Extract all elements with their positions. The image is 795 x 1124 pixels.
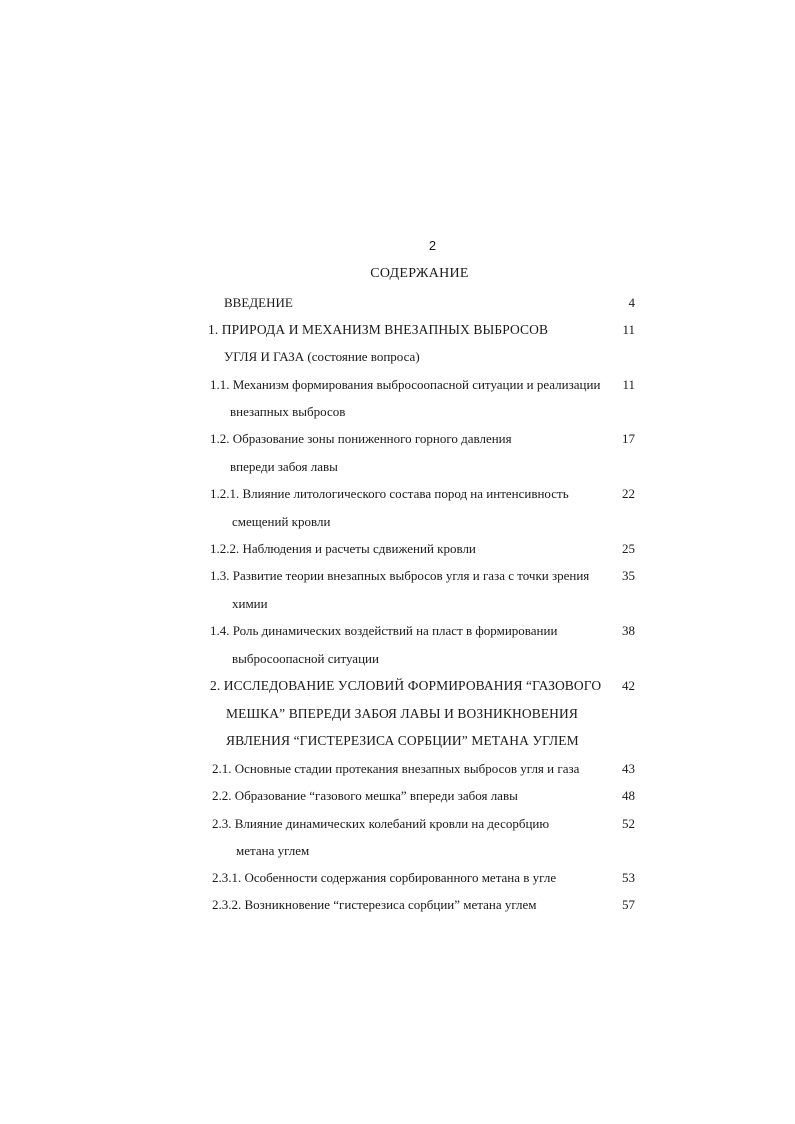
- toc-entry-line: внезапных выбросов: [230, 404, 346, 419]
- toc-entry-line: 2.3. Влияние динамических колебаний кровли на десорбцию: [212, 816, 550, 831]
- toc-entry-line: УГЛЯ И ГАЗА (состояние вопроса): [224, 349, 420, 364]
- toc-entry-page: 38: [622, 623, 635, 638]
- toc-entry-line: метана углем: [236, 843, 310, 858]
- toc-entry-line: смещений кровли: [232, 514, 331, 529]
- toc-entry-page: 52: [622, 816, 635, 831]
- toc-entry-line: 1.4. Роль динамических воздействий на пласт в формировании: [210, 623, 558, 638]
- toc-entry-line: 2.3.2. Возникновение “гистерезиса сорбции” метана углем: [212, 897, 537, 912]
- toc-entry-page: 53: [622, 870, 635, 885]
- toc-title: СОДЕРЖАНИЕ: [370, 266, 469, 281]
- toc-entry-line: 1.3. Развитие теории внезапных выбросов угля и газа с точки зрения: [210, 568, 590, 583]
- toc-entry-line: МЕШКА” ВПЕРЕДИ ЗАБОЯ ЛАВЫ И ВОЗНИКНОВЕНИЯ: [226, 706, 578, 721]
- toc-entry-page: 22: [622, 486, 635, 501]
- toc-entry-page: 11: [622, 377, 635, 392]
- toc-entry-line: 1.2. Образование зоны пониженного горного давления: [210, 431, 512, 446]
- toc-entry-line: 2. ИССЛЕДОВАНИЕ УСЛОВИЙ ФОРМИРОВАНИЯ “ГАЗОВОГО: [210, 678, 602, 693]
- toc-entry-page: 43: [622, 761, 635, 776]
- toc-entry-line: 2.2. Образование “газового мешка” впереди забоя лавы: [212, 788, 518, 803]
- toc-entry-page: 57: [622, 897, 635, 912]
- toc-entry-page: 4: [628, 295, 635, 310]
- toc-entry-line: 1.2.2. Наблюдения и расчеты сдвижений кровли: [210, 541, 476, 556]
- page-number: 2: [428, 238, 437, 253]
- toc-entry-line: ЯВЛЕНИЯ “ГИСТЕРЕЗИСА СОРБЦИИ” МЕТАНА УГЛЕМ: [226, 733, 579, 748]
- toc-entry-line: ВВЕДЕНИЕ: [224, 295, 293, 310]
- toc-entry-page: 17: [622, 431, 635, 446]
- toc-entry-page: 35: [622, 568, 635, 583]
- toc-entry-page: 25: [622, 541, 635, 556]
- toc-entry-line: выбросоопасной ситуации: [232, 651, 379, 666]
- toc-entry-line: 2.1. Основные стадии протекания внезапных выбросов угля и газа: [212, 761, 580, 776]
- toc-entry-page: 11: [622, 322, 635, 337]
- toc-entry-line: 1. ПРИРОДА И МЕХАНИЗМ ВНЕЗАПНЫХ ВЫБРОСОВ: [208, 322, 549, 337]
- toc-entry-line: впереди забоя лавы: [230, 459, 338, 474]
- toc-entry-page: 42: [622, 678, 635, 693]
- toc-entry-line: 1.2.1. Влияние литологического состава пород на интенсивность: [210, 486, 569, 501]
- toc-entry-page: 48: [622, 788, 635, 803]
- toc-entry-line: химии: [232, 596, 268, 611]
- toc-entry-line: 1.1. Механизм формирования выбросоопасной ситуации и реализации: [210, 377, 601, 392]
- toc-entry-line: 2.3.1. Особенности содержания сорбированного метана в угле: [212, 870, 557, 885]
